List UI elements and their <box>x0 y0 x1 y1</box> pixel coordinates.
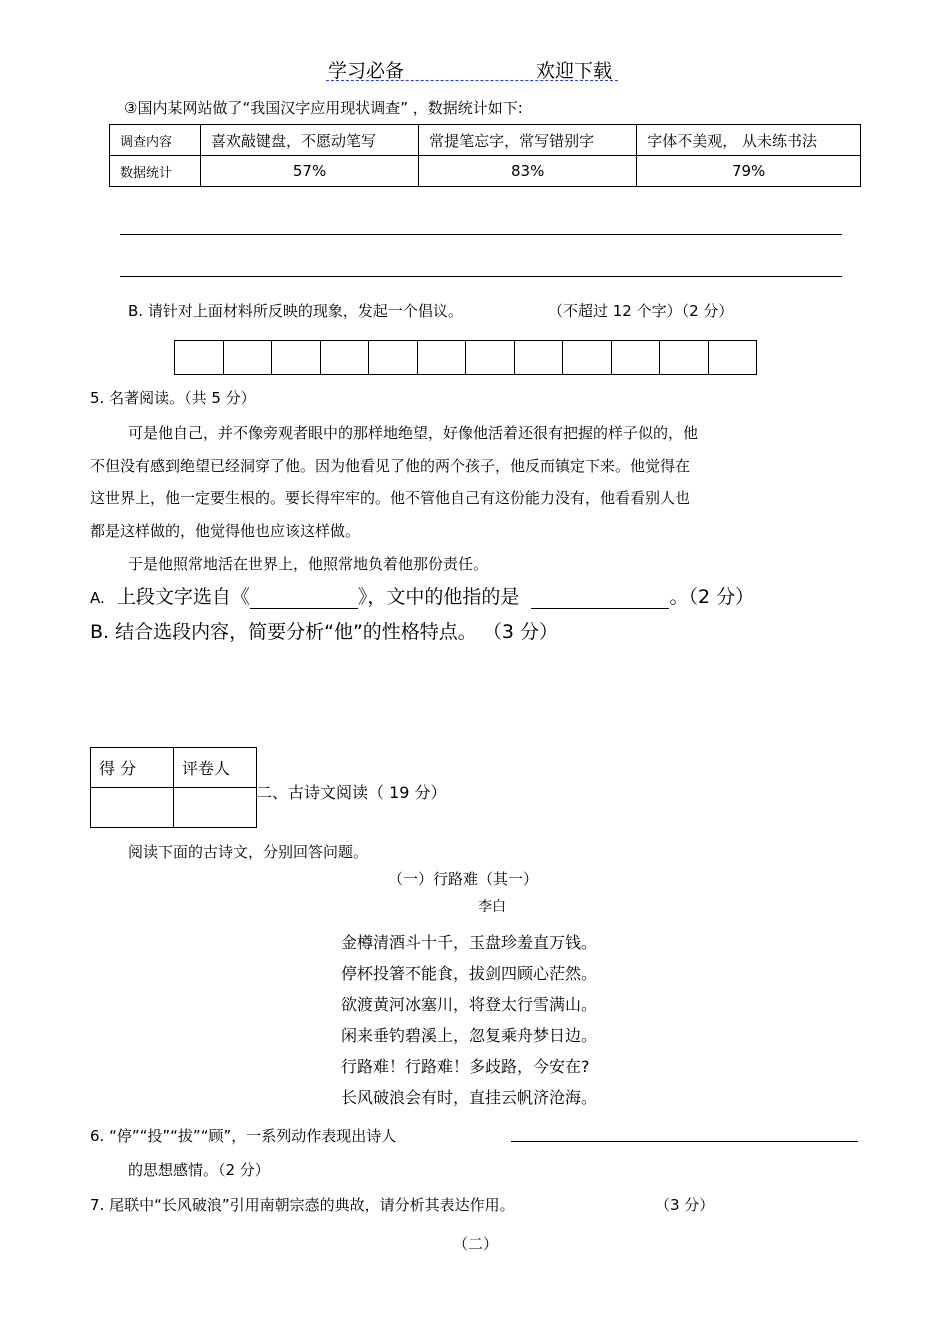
answer-box[interactable] <box>466 341 515 374</box>
table-cell: 83% <box>419 156 637 187</box>
q6-text: 6. “停”“投”“拔”“顾”，一系列动作表现出诗人 <box>90 1127 397 1145</box>
answer-box[interactable] <box>612 341 661 374</box>
score-box <box>90 747 257 828</box>
poem-line: 停杯投箸不能食，拔剑四顾心茫然。 <box>341 964 598 983</box>
q5a-part3: 。（2 分） <box>669 586 755 608</box>
poem-line: 长风破浪会有时，直挂云帆济沧海。 <box>341 1088 598 1107</box>
table-cell: 喜欢敲键盘，不愿动笔写 <box>201 125 419 156</box>
poem-line: 闲来垂钓碧溪上，忽复乘舟梦日边。 <box>341 1026 598 1045</box>
q5a-label: A. <box>90 589 105 607</box>
answer-box-grid[interactable] <box>174 340 757 375</box>
answer-box[interactable] <box>418 341 467 374</box>
table-cell: 57% <box>201 156 419 187</box>
q4b-text: B. 请针对上面材料所反映的现象，发起一个倡议。 <box>128 302 463 320</box>
q5a-part1: 上段文字选自《 <box>116 586 250 608</box>
passage-line: 于是他照常地活在世界上，他照常地负着他那份责任。 <box>128 555 489 573</box>
passage-line: 不但没有感到绝望已经洞穿了他。因为他看见了他的两个孩子，他反而镇定下来。他觉得在 <box>90 457 691 475</box>
section2-title: 二、古诗文阅读（ 19 分） <box>256 783 447 802</box>
q7-text: 7. 尾联中“长风破浪”引用南朝宗悫的典故，请分析其表达作用。 <box>90 1196 515 1214</box>
passage-line: 可是他自己，并不像旁观者眼中的那样地绝望，好像他活着还很有把握的样子似的，他 <box>128 424 699 442</box>
answer-box[interactable] <box>709 341 758 374</box>
poem-line: 金樽清酒斗十千，玉盘珍羞直万钱。 <box>341 933 598 952</box>
table-row <box>110 125 861 156</box>
table-cell: 常提笔忘字，常写错别字 <box>419 125 637 156</box>
grader-cell[interactable] <box>174 788 257 828</box>
answer-box[interactable] <box>515 341 564 374</box>
q5-question-b: B. 结合选段内容，简要分析“他”的性格特点。 （3 分） <box>90 621 558 643</box>
q7-score: （3 分） <box>655 1196 715 1214</box>
answer-box[interactable] <box>321 341 370 374</box>
answer-box[interactable] <box>369 341 418 374</box>
poem-line: 行路难！行路难！多歧路，今安在? <box>341 1057 590 1076</box>
survey-intro: ③国内某网站做了“我国汉字应用现状调查” ，数据统计如下: <box>124 99 523 117</box>
header-dashed-line <box>326 80 618 81</box>
q6-text-cont: 的思想感情。（2 分） <box>128 1161 270 1179</box>
answer-box[interactable] <box>272 341 321 374</box>
passage-line: 都是这样做的，他觉得他也应该这样做。 <box>90 522 361 540</box>
section2-instruction: 阅读下面的古诗文，分别回答问题。 <box>128 843 369 861</box>
answer-box[interactable] <box>224 341 273 374</box>
answer-box[interactable] <box>563 341 612 374</box>
q4b-note: （不超过 12 个字）（2 分） <box>548 302 734 320</box>
answer-box[interactable] <box>660 341 709 374</box>
q5a-part2: 》，文中的他指的是 <box>357 586 520 608</box>
poem-author: 李白 <box>478 899 506 915</box>
poem-title: （一）行路难（其一） <box>388 870 539 888</box>
grader-label: 评卷人 <box>174 748 257 788</box>
passage-line: 这世界上，他一定要生根的。要长得牢牢的。他不管他自己有这份能力没有，他看看别人也 <box>90 489 691 507</box>
q5-question-a <box>90 582 754 609</box>
table-row <box>110 156 861 187</box>
table-cell: 字体不美观， 从未练书法 <box>637 125 861 156</box>
next-section-title: （二） <box>453 1235 499 1253</box>
answer-line <box>120 276 842 277</box>
table-cell: 79% <box>637 156 861 187</box>
q5-title: 5. 名著阅读。（共 5 分） <box>90 389 256 407</box>
answer-line[interactable] <box>511 1141 858 1142</box>
table-row-label: 数据统计 <box>110 156 201 187</box>
table-row-label: 调查内容 <box>110 125 201 156</box>
survey-table <box>109 124 861 187</box>
poem-line: 欲渡黄河冰塞川，将登太行雪满山。 <box>341 995 598 1014</box>
header-right: 欢迎下载 <box>536 60 613 82</box>
answer-blank[interactable] <box>250 588 358 609</box>
answer-box[interactable] <box>175 341 224 374</box>
answer-blank[interactable] <box>531 588 669 609</box>
score-cell[interactable] <box>91 788 174 828</box>
score-label: 得 分 <box>91 748 174 788</box>
header-left: 学习必备 <box>328 60 405 82</box>
answer-line <box>120 234 842 235</box>
